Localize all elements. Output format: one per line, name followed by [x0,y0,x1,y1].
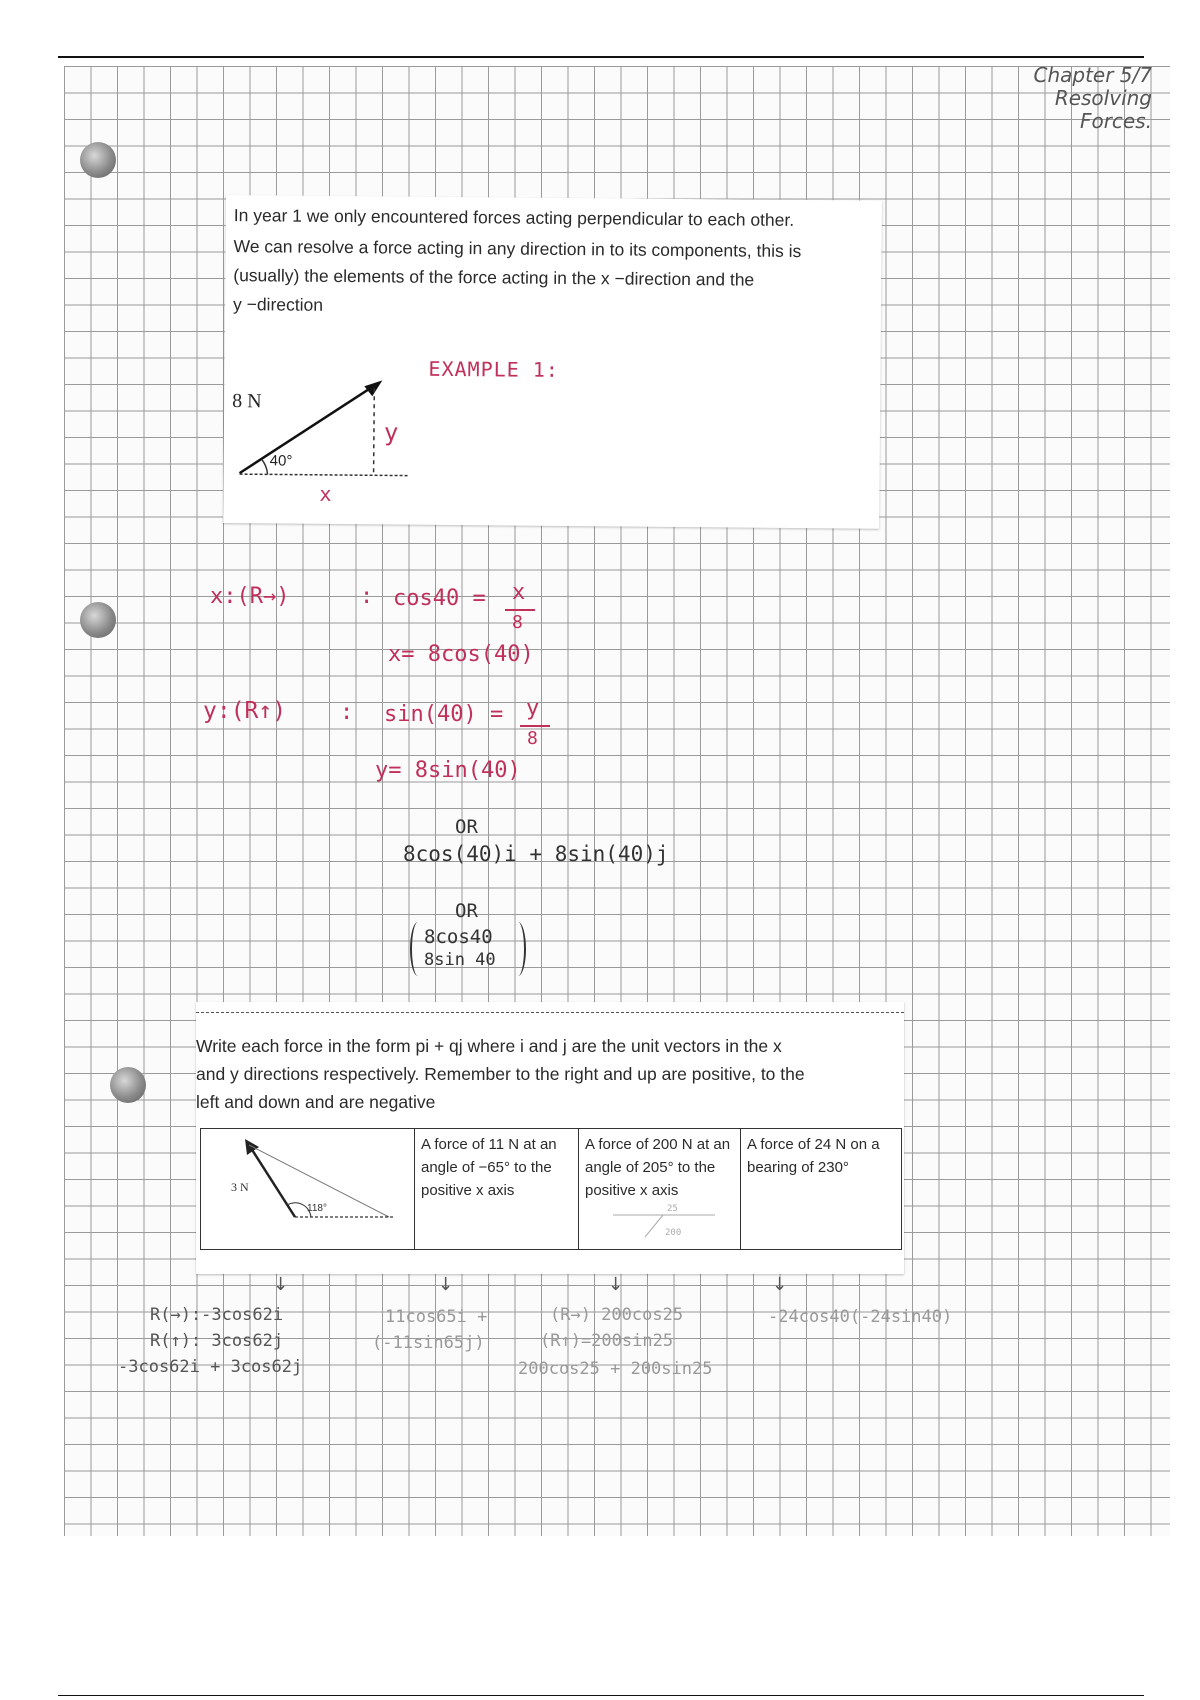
chapter-title-line2: Forces. [1079,109,1152,133]
exercise-200n-sketch [609,1201,719,1241]
sketch-force-label: 200 [665,1228,682,1238]
column-vector-bottom: 8sin 40 [424,950,496,970]
exercise-cell-11n: A force of 11 N at an angle of −65° to the positive x axis [415,1129,579,1249]
x-fraction-bar [505,609,535,611]
answer-3-horizontal: (R→) 200cos25 [550,1305,684,1325]
intro-line-2: We can resolve a force acting in any direction in to its components, this is [233,236,802,262]
answer-1-vertical: R(↑): 3cos62j [150,1331,284,1351]
x-equation-left: cos40 = [393,586,486,611]
x-equation-numerator: x [512,580,526,605]
answer-1-result: -3cos62i + 3cos62j [118,1357,303,1377]
example-label: EXAMPLE 1: [428,356,560,382]
arrow-down-icon: ↓ [608,1274,624,1295]
sketch-force [645,1215,663,1237]
force-diagram [223,375,444,517]
y-component-line [374,388,375,475]
y-equation-numerator: y [526,696,540,721]
arrow-down-icon: ↓ [772,1274,788,1295]
instruction-line-3: left and down and are negative [196,1092,436,1112]
exercise-angle-label: 118° [307,1203,327,1214]
y-equation-denominator: 8 [527,728,538,749]
exercise-200n-text: A force of 200 N at an angle of 205° to the positive x axis [585,1136,731,1199]
arrow-down-icon: ↓ [273,1274,289,1295]
exercise-force-label: 3 N [231,1180,249,1194]
y-fraction-bar [520,725,550,727]
card-top-edge [196,1012,904,1014]
sketch-angle: 25 [667,1204,678,1214]
exercise-instructions [196,1032,896,1116]
chapter-title-line1: Resolving [1054,86,1152,110]
chapter-heading [1033,64,1152,133]
punch-hole [110,1067,146,1103]
exercise-force-line [249,1145,295,1217]
exercise-force-diagram [207,1133,407,1243]
instruction-line-1: Write each force in the form pi + qj where i and j are the unit vectors in the x [196,1036,782,1056]
force-arrowhead [364,380,382,396]
arrow-down-icon: ↓ [438,1274,454,1295]
intro-line-1: In year 1 we only encountered forces acting perpendicular to each other. [233,205,795,230]
answer-2-line1: 11cos65i + [385,1307,488,1327]
punch-hole [80,602,116,638]
exercise-cell-24n: A force of 24 N on a bearing of 230° [747,1136,880,1176]
answer-1-horizontal: R(→):-3cos62i [150,1305,284,1325]
column-vector-top: 8cos40 [424,926,493,948]
y-label: y [383,418,399,447]
y-equation-left: sin(40) = [384,702,504,727]
exercise-cell-200n [579,1129,741,1249]
answer-2-line2: (-11sin65j) [372,1333,485,1353]
angle-arc [262,459,268,474]
or-divider-2: OR [455,900,478,922]
column-vector-bracket-right [510,922,526,976]
y-colon: : [340,700,354,725]
x-component-line [240,474,409,475]
exercise-table [200,1128,902,1250]
intro-line-3: (usually) the elements of the force acting in the x −direction and the [233,265,755,290]
instruction-line-2: and y directions respectively. Remember to the right and up are positive, to the [196,1064,805,1084]
column-vector [410,922,530,978]
or-divider-1: OR [455,816,478,838]
y-resolve-label: y:(R↑) [203,698,287,724]
top-rule [58,56,1144,58]
exercise-cell-diagram [201,1129,415,1249]
intro-card [223,195,882,529]
x-equation-denominator: 8 [512,612,523,633]
answer-4: -24cos40(-24sin40) [768,1307,953,1327]
chapter-number: Chapter 5/7 [1033,63,1152,87]
x-colon: : [360,584,374,609]
y-equation-result: y= 8sin(40) [375,758,521,783]
answer-3-result: 200cos25 + 200sin25 [518,1359,713,1379]
bottom-rule [58,1695,1144,1696]
punch-hole [80,142,116,178]
answer-3-vertical: (R↑)=200sin25 [540,1331,674,1351]
force-label: 8 N [232,390,262,413]
exercise-card [196,1002,904,1274]
vector-ij-form: 8cos(40)i + 8sin(40)j [403,842,669,866]
x-resolve-label: x:(R→) [210,584,290,609]
intro-line-4: y −direction [232,294,324,315]
angle-label: 40° [269,452,293,470]
x-equation-result: x= 8cos(40) [388,642,534,667]
intro-text [233,201,874,325]
x-label: x [319,481,332,506]
